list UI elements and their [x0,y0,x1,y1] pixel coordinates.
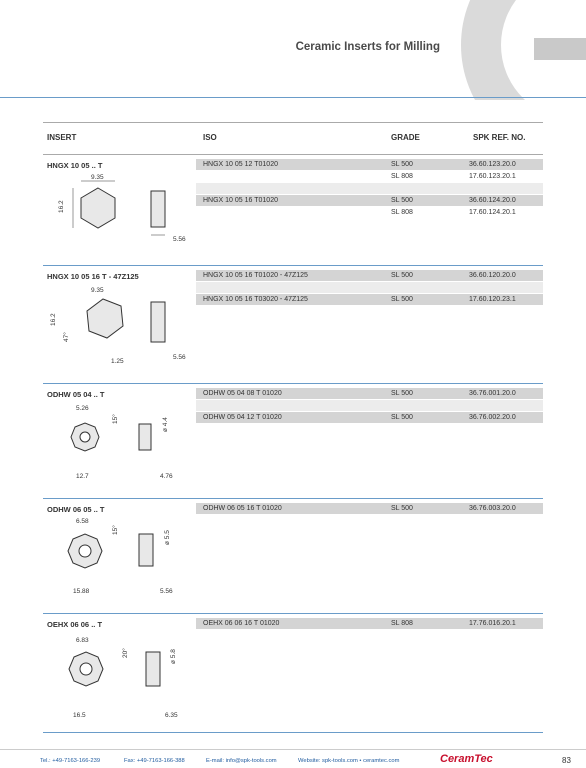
dim-angle: 15° [112,525,119,535]
table-row: HNGX 10 05 12 T01020 SL 500 36.60.123.20.0 [196,159,543,170]
dim-thickness: 6.35 [165,712,178,719]
table-row: SL 808 17.60.124.20.1 [391,208,516,216]
product-table [43,122,543,733]
col-grade-header: GRADE [391,133,420,142]
insert-section-odhw-0504 [43,384,543,499]
insert-drawing [43,632,193,730]
page-number: 83 [562,756,571,765]
dim-chamfer: 1.25 [111,358,124,365]
brand-logo: CeramTec [440,753,493,765]
dim-bore: ø 4.4 [162,417,169,432]
table-row: HNGX 10 05 16 T03020 - 47Z125 SL 500 17.60.120.23.1 [196,294,543,305]
footer-rule [0,749,586,750]
corner-logo-graphic [446,0,586,100]
insert-section-oehx-0606 [43,614,543,733]
insert-drawing [43,284,193,379]
col-insert-header: INSERT [47,133,77,142]
insert-name: HNGX 10 05 .. T [47,161,103,170]
row-group [196,159,543,219]
insert-section-odhw-0605 [43,499,543,614]
table-row: ODHW 06 05 16 T 01020 SL 500 36.76.003.20.0 [196,503,543,514]
row-group [196,388,543,424]
insert-section-hngx-1005 [43,155,543,266]
table-row: ODHW 05 04 12 T 01020 SL 500 36.76.002.20.0 [196,412,543,423]
row-group [196,618,543,630]
dim-bore: ø 5.5 [164,530,171,545]
dim-size: 16.5 [73,712,86,719]
dim-width: 9.35 [91,174,104,181]
table-row [196,400,543,411]
row-group [196,503,543,515]
insert-drawing [43,517,193,609]
table-row: HNGX 10 05 16 T01020 - 47Z125 SL 500 36.60.120.20.0 [196,270,543,281]
dim-angle: 47° [63,332,70,342]
dim-height: 16.2 [58,200,65,213]
footer-tel: Tel.: +49-7163-166-239 [40,758,101,764]
insert-section-hngx-47z125 [43,266,543,384]
dim-height: 16.2 [50,313,57,326]
col-iso-header: ISO [203,133,217,142]
dim-width: 6.83 [76,637,89,644]
dim-thickness: 4.76 [160,473,173,480]
col-ref-header: SPK REF. NO. [473,133,526,142]
table-row: ODHW 05 04 08 T 01020 SL 500 36.76.001.20.0 [196,388,543,399]
insert-drawing [43,173,193,263]
dim-width: 9.35 [91,287,104,294]
insert-name: OEHX 06 06 .. T [47,620,103,629]
dim-size: 12.7 [76,473,89,480]
dim-thickness: 5.56 [160,588,173,595]
dim-angle: 20° [122,648,129,658]
header-rule [0,97,586,98]
dim-thickness: 5.56 [173,354,186,361]
insert-drawing [43,402,193,494]
table-row: SL 808 17.60.123.20.1 [391,172,516,180]
table-header [43,122,543,155]
row-group [196,270,543,306]
dim-thickness: 5.56 [173,236,186,243]
page-title: Ceramic Inserts for Milling [295,41,440,53]
insert-name: ODHW 06 05 .. T [47,505,105,514]
dim-bore: ø 5.8 [170,649,177,664]
footer-website[interactable]: Website: spk-tools.com • ceramtec.com [298,758,400,764]
table-row [196,183,543,194]
table-row: HNGX 10 05 16 T01020 SL 500 36.60.124.20.0 [196,195,543,206]
dim-width: 6.58 [76,518,89,525]
insert-name: HNGX 10 05 16 T - 47Z125 [47,272,139,281]
table-row [196,282,543,293]
footer-fax: Fax: +49-7163-166-388 [124,758,185,764]
insert-name: ODHW 05 04 .. T [47,390,105,399]
footer-email[interactable]: E-mail: info@spk-tools.com [206,758,277,764]
table-row: OEHX 06 06 16 T 01020 SL 808 17.76.016.20.1 [196,618,543,629]
dim-width: 5.26 [76,405,89,412]
dim-angle: 15° [112,414,119,424]
dim-size: 15.88 [73,588,90,595]
